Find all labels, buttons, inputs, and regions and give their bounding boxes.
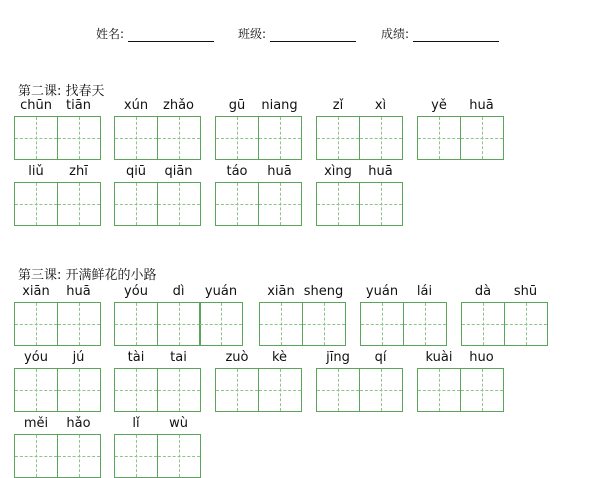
student-name-field[interactable]: [96, 25, 214, 42]
student-info-row: [0, 25, 600, 47]
tianzige-box[interactable]: [215, 182, 259, 226]
writing-boxes: [114, 302, 242, 346]
tianzige-box[interactable]: [359, 368, 403, 412]
tianzige-box[interactable]: [258, 368, 302, 412]
tianzige-box[interactable]: [14, 434, 58, 478]
writing-boxes: [215, 368, 300, 412]
pinyin-syllable: shū: [513, 284, 538, 299]
pinyin-syllable: qiū: [125, 164, 147, 179]
tianzige-box[interactable]: [258, 116, 302, 160]
student-name-blank[interactable]: [128, 27, 214, 42]
pinyin-syllable: sheng: [303, 284, 344, 299]
pinyin-syllable: tai: [170, 350, 187, 365]
tianzige-box[interactable]: [157, 368, 201, 412]
pinyin-syllable: zǐ: [332, 98, 344, 113]
pinyin-syllable: huā: [66, 284, 91, 299]
pinyin-syllable: kuài: [425, 350, 453, 365]
tianzige-box[interactable]: [316, 368, 360, 412]
class-blank[interactable]: [270, 27, 356, 42]
writing-boxes: [316, 368, 401, 412]
tianzige-box[interactable]: [259, 302, 303, 346]
pinyin-syllable: yuán: [204, 284, 238, 299]
score-label: 成绩:: [381, 27, 410, 41]
tianzige-box[interactable]: [14, 368, 58, 412]
page-title-cropped: [0, 0, 600, 8]
tianzige-box[interactable]: [114, 434, 158, 478]
tianzige-box[interactable]: [157, 182, 201, 226]
writing-boxes: [461, 302, 546, 346]
pinyin-syllable: xì: [374, 98, 387, 113]
tianzige-box[interactable]: [215, 116, 259, 160]
writing-boxes: [215, 182, 300, 226]
writing-boxes: [417, 116, 502, 160]
tianzige-box[interactable]: [403, 302, 447, 346]
tianzige-box[interactable]: [215, 368, 259, 412]
writing-boxes: [316, 116, 401, 160]
pinyin-syllable: tài: [127, 350, 145, 365]
pinyin-syllable: tiān: [66, 98, 91, 113]
pinyin-syllable: gū: [228, 98, 246, 113]
pinyin-syllable: dì: [172, 284, 185, 299]
tianzige-box[interactable]: [460, 116, 504, 160]
pinyin-syllable: lái: [416, 284, 433, 299]
pinyin-syllable: qiān: [164, 164, 193, 179]
pinyin-syllable: xiān: [267, 284, 295, 299]
tianzige-box[interactable]: [460, 368, 504, 412]
tianzige-box[interactable]: [258, 182, 302, 226]
tianzige-box[interactable]: [114, 182, 158, 226]
pinyin-syllable: huo: [469, 350, 494, 365]
tianzige-box[interactable]: [114, 116, 158, 160]
lesson-2-title: 第二课: 找春天: [18, 84, 105, 99]
tianzige-box[interactable]: [360, 302, 404, 346]
pinyin-syllable: xún: [123, 98, 149, 113]
writing-boxes: [14, 182, 99, 226]
tianzige-box[interactable]: [316, 116, 360, 160]
pinyin-syllable: zhī: [69, 164, 88, 179]
tianzige-box[interactable]: [359, 116, 403, 160]
writing-boxes: [114, 434, 199, 478]
pinyin-syllable: dà: [474, 284, 492, 299]
tianzige-box[interactable]: [316, 182, 360, 226]
score-blank[interactable]: [413, 27, 499, 42]
writing-boxes: [14, 302, 99, 346]
tianzige-box[interactable]: [157, 116, 201, 160]
writing-boxes: [114, 182, 199, 226]
tianzige-box[interactable]: [57, 368, 101, 412]
tianzige-box[interactable]: [57, 182, 101, 226]
writing-boxes: [360, 302, 445, 346]
pinyin-syllable: xìng: [324, 164, 352, 179]
tianzige-box[interactable]: [57, 434, 101, 478]
pinyin-syllable: qí: [374, 350, 387, 365]
pinyin-syllable: huā: [267, 164, 292, 179]
tianzige-box[interactable]: [114, 368, 158, 412]
pinyin-syllable: jú: [72, 350, 85, 365]
writing-boxes: [215, 116, 300, 160]
writing-boxes: [14, 434, 99, 478]
tianzige-box[interactable]: [417, 368, 461, 412]
tianzige-box[interactable]: [417, 116, 461, 160]
pinyin-syllable: xiān: [22, 284, 50, 299]
pinyin-syllable: yě: [431, 98, 447, 113]
tianzige-box[interactable]: [157, 434, 201, 478]
pinyin-syllable: jīng: [326, 350, 350, 365]
pinyin-syllable: yóu: [24, 350, 48, 365]
tianzige-box[interactable]: [157, 302, 201, 346]
tianzige-box[interactable]: [461, 302, 505, 346]
tianzige-box[interactable]: [504, 302, 548, 346]
pinyin-syllable: yóu: [124, 284, 148, 299]
writing-boxes: [114, 116, 199, 160]
lesson-3-title: 第三课: 开满鲜花的小路: [18, 268, 157, 283]
writing-boxes: [316, 182, 401, 226]
pinyin-syllable: zuò: [225, 350, 249, 365]
pinyin-syllable: yuán: [365, 284, 399, 299]
tianzige-box[interactable]: [14, 182, 58, 226]
writing-boxes: [14, 116, 99, 160]
pinyin-syllable: zhǎo: [163, 98, 194, 113]
writing-boxes: [114, 368, 199, 412]
pinyin-syllable: huā: [469, 98, 494, 113]
pinyin-syllable: niang: [261, 98, 298, 113]
class-label: 班级:: [238, 27, 267, 41]
pinyin-syllable: táo: [226, 164, 248, 179]
tianzige-box[interactable]: [14, 302, 58, 346]
pinyin-syllable: lǐ: [132, 416, 140, 431]
tianzige-box[interactable]: [199, 302, 243, 346]
writing-boxes: [417, 368, 502, 412]
tianzige-box[interactable]: [14, 116, 58, 160]
tianzige-box[interactable]: [57, 116, 101, 160]
pinyin-syllable: hǎo: [66, 416, 91, 431]
tianzige-box[interactable]: [57, 302, 101, 346]
pinyin-syllable: chūn: [20, 98, 52, 113]
pinyin-syllable: huā: [368, 164, 393, 179]
tianzige-box[interactable]: [359, 182, 403, 226]
writing-boxes: [14, 368, 99, 412]
writing-boxes: [259, 302, 344, 346]
tianzige-box[interactable]: [302, 302, 346, 346]
pinyin-syllable: wù: [169, 416, 188, 431]
tianzige-box[interactable]: [114, 302, 158, 346]
student-name-label: 姓名:: [96, 27, 125, 41]
pinyin-syllable: kè: [271, 350, 288, 365]
score-field[interactable]: [381, 25, 499, 42]
class-field[interactable]: [238, 25, 356, 42]
pinyin-syllable: měi: [23, 416, 49, 431]
pinyin-syllable: liǔ: [28, 164, 44, 179]
